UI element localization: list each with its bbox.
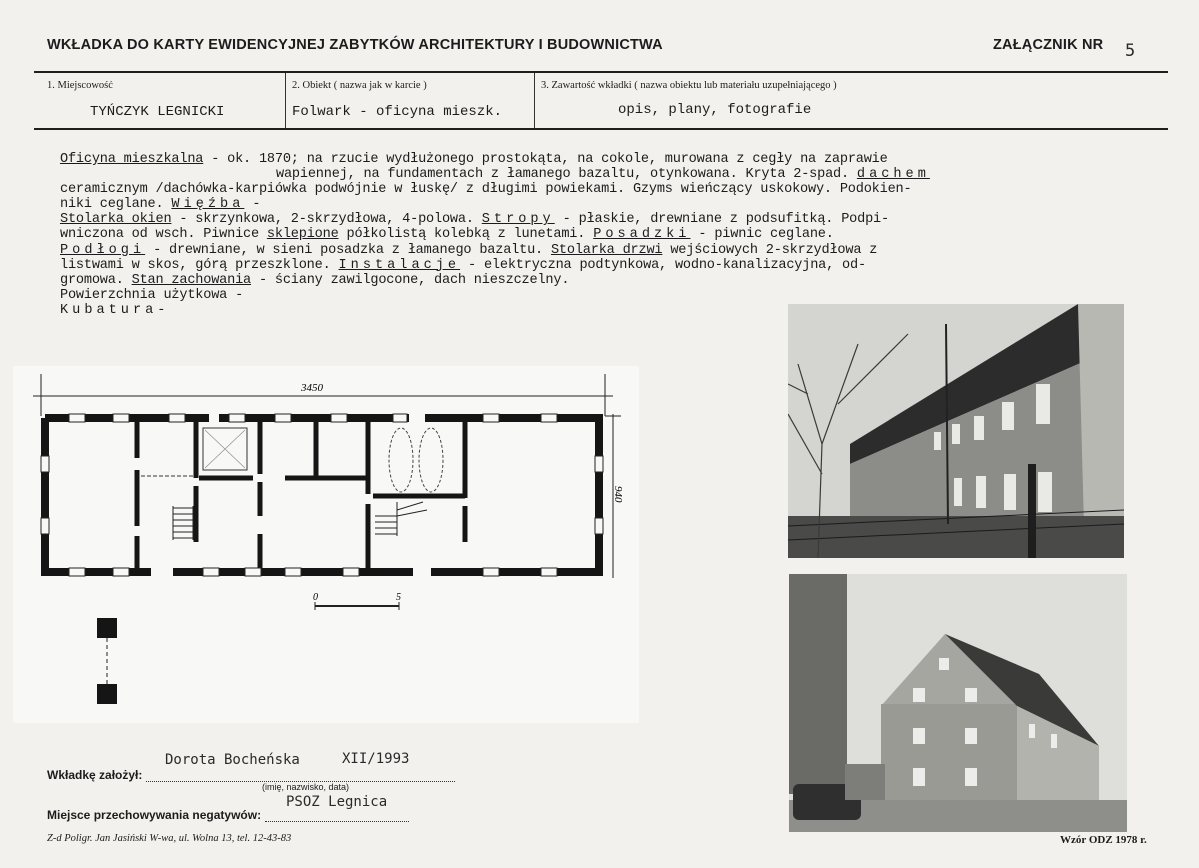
staircase-west (173, 506, 193, 540)
desc-line: - płaskie, drewniane z podsufitką. Podpi- (554, 212, 889, 228)
desc-term: Stan zachowania (131, 272, 251, 288)
desc-line: wapiennej, na fundamentach z łamanego bazaltu, otynkowana. Kryta 2-spad. (276, 167, 857, 183)
field-locality-label: 1. Miejscowość (47, 80, 113, 91)
field-object-value: Folwark - oficyna mieszk. (292, 104, 503, 120)
desc-term: Posadzki (593, 227, 691, 243)
attachment-number: 5 (1125, 41, 1136, 61)
desc-line: niki ceglane. (60, 197, 172, 213)
desc-term: sklepione (266, 227, 339, 243)
storage-label: Miejsce przechowywania negatywów: (47, 808, 262, 822)
scale-end-label: 5 (396, 592, 401, 603)
desc-line: - (244, 197, 261, 213)
date-handwritten: XII/1993 (342, 751, 410, 767)
desc-line: - piwnic ceglane. (690, 227, 834, 243)
form-id: Wzór ODZ 1978 r. (1060, 834, 1147, 846)
desc-line: wejściowych 2-skrzydłowa z (662, 242, 878, 258)
desc-term: Instalacje (338, 257, 461, 273)
windows (41, 414, 603, 576)
field-object-label: 2. Obiekt ( nazwa jak w karcie ) (292, 80, 427, 91)
attachment-label: ZAŁĄCZNIK NR (993, 37, 1104, 53)
field-contents-label: 3. Zawartość wkładki ( nazwa obiektu lub materiału uzupełniającego ) (541, 80, 837, 91)
storage-dotted-line (265, 809, 409, 822)
author-caption: (imię, nazwisko, data) (262, 782, 350, 792)
author-handwritten: Dorota Bocheńska (165, 752, 300, 768)
desc-line: - ściany zawilgocone, dach nieszczelny. (251, 272, 570, 288)
desc-heading: Oficyna mieszkalna (60, 152, 204, 167)
desc-line: - skrzynkowa, 2-skrzydłowa, 4-polowa. (171, 212, 482, 228)
printer-imprint: Z-d Poligr. Jan Jasiński W-wa, ul. Wolna 13, tel. 12-43-83 (47, 833, 292, 844)
desc-line: gromowa. (60, 272, 132, 288)
desc-term: dachem (856, 167, 930, 183)
desc-line: półkolistą kolebką z lunetami. (338, 227, 594, 243)
field-locality-value: TYŃCZYK LEGNICKI (90, 104, 225, 120)
photo-facade-image (788, 304, 1124, 558)
header-rule-bottom (34, 128, 1168, 130)
author-dotted-line (146, 769, 455, 782)
header-rule-top (34, 71, 1168, 73)
card-title: WKŁADKA DO KARTY EWIDENCYJNEJ ZABYTKÓW ARCHITEKTURY I BUDOWNICTWA (47, 37, 663, 53)
desc-line: ceramicznym /dachówka-karpiówka podwójnie w łuskę/ z długimi powiekami. Gzyms wieńczący uskokowy. Podokien- (60, 182, 912, 198)
vault-mark (389, 428, 413, 492)
vault-mark (419, 428, 443, 492)
storage-line (47, 808, 409, 822)
outer-walls (45, 418, 599, 572)
storage-handwritten: PSOZ Legnica (286, 794, 388, 810)
staircase-east (375, 502, 427, 536)
field-divider-1 (285, 73, 286, 128)
photo-gable (789, 574, 1127, 832)
interior-walls (137, 422, 465, 568)
photo-facade (788, 304, 1124, 558)
desc-line: Kubatura- (60, 302, 170, 318)
photo-gable-image (789, 574, 1127, 832)
height-dimension-label: 940 (612, 486, 624, 503)
description-text (60, 152, 1150, 318)
floor-plan (13, 366, 639, 723)
desc-term: Stolarka okien (60, 212, 172, 228)
author-label: Wkładkę założył: (47, 768, 143, 782)
width-dimension-label: 3450 (301, 382, 323, 394)
desc-term: Podłogi (60, 242, 146, 258)
desc-term: Stropy (481, 212, 555, 228)
field-divider-2 (534, 73, 535, 128)
gate-post (97, 684, 117, 704)
author-line (47, 768, 455, 782)
desc-term: Stolarka drzwi (550, 242, 663, 258)
desc-line: - ok. 1870; na rzucie wydłużonego prostokąta, na cokole, murowana z cegły na zaprawie (203, 152, 888, 167)
desc-line: - elektryczna podtynkowa, wodno-kanalizacyjna, od- (460, 257, 866, 273)
scale-start-label: 0 (313, 592, 318, 603)
desc-line: - drewniane, w sieni posadzka z łamanego bazaltu. (145, 242, 551, 258)
desc-line: listwami w skos, górą przeszklone. (60, 257, 339, 273)
desc-line: Powierzchnia użytkowa - (60, 287, 244, 303)
field-contents-value: opis, plany, fotografie (618, 102, 812, 118)
desc-term: Więźba (171, 197, 245, 213)
gate-post (97, 618, 117, 638)
floor-plan-drawing (13, 366, 639, 723)
desc-line: wniczona od wsch. Piwnice (60, 227, 267, 243)
